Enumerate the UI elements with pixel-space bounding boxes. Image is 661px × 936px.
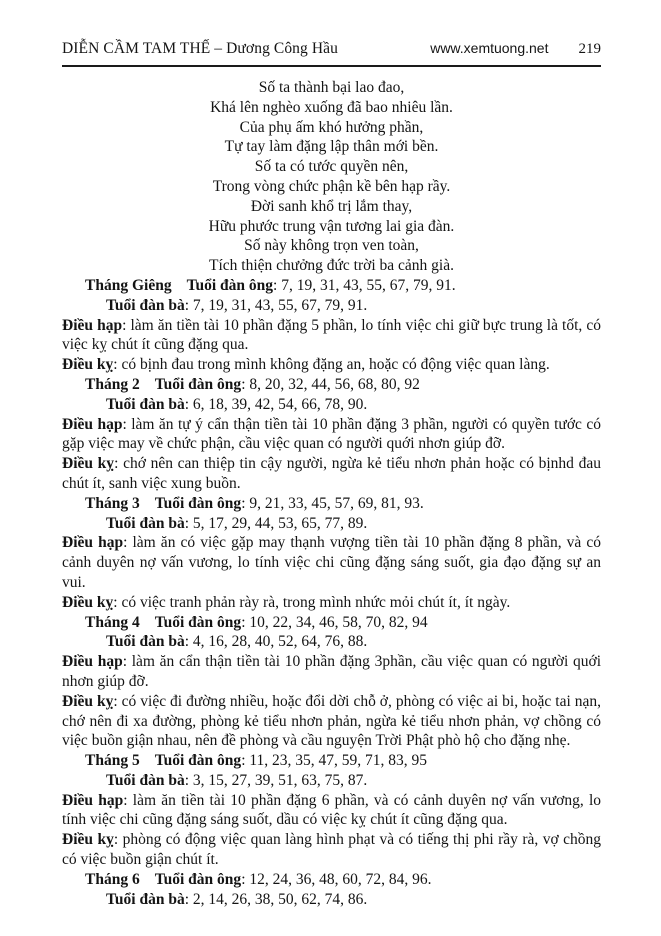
month-name: Tháng 6 [85,870,140,888]
women-ages: 6, 18, 39, 42, 54, 66, 78, 90. [192,395,368,413]
hap-text: làm ăn tự ý cẩn thận tiền tài 10 phần đặng 3 phần, người có quyền tước có gặp việc may về chức phận, cầu việc quan có người quới nhơn giúp đỡ. [62,415,601,453]
hap-label: Điều hạp [62,791,124,809]
women-label: Tuổi đàn bà [106,771,185,789]
women-ages: 4, 16, 28, 40, 52, 64, 76, 88. [192,633,368,651]
month-section-2 [62,375,601,494]
month-header-row [62,375,601,395]
women-label: Tuổi đàn bà [106,514,185,532]
women-ages: 7, 19, 31, 43, 55, 67, 79, 91. [192,296,368,314]
women-label: Tuổi đàn bà [106,890,185,908]
hap-label: Điều hạp [62,316,123,334]
ky-paragraph [62,355,601,375]
website-text: www.xemtuong.net [430,40,549,56]
ky-label: Điều kỵ [62,593,114,611]
women-label: Tuổi đàn bà [106,633,185,651]
hap-paragraph [62,533,601,592]
poem-line: Trong vòng chức phận kề bên hạp rầy. [212,177,451,195]
page-number: 219 [578,41,601,57]
women-ages-row [62,395,601,415]
poem-line: Khá lên nghèo xuống đã bao nhiêu lần. [210,98,453,116]
label-colon: : [184,771,190,789]
men-ages: 9, 21, 33, 45, 57, 69, 81, 93. [249,494,424,512]
month-header-row [62,276,601,296]
month-header-row [62,613,601,633]
label-colon: : [123,534,128,552]
ky-paragraph [62,593,601,613]
men-ages: 10, 22, 34, 46, 58, 70, 82, 94 [249,613,428,631]
label-colon: : [184,514,190,532]
label-colon: : [113,831,119,849]
hap-paragraph [62,415,601,455]
poem-line: Số ta có tước quyền nên, [254,158,409,176]
label-colon: : [113,593,118,611]
poem [62,78,601,276]
poem-line: Số này không trọn ven toàn, [244,237,419,255]
label-colon: : [184,633,190,651]
label-colon: : [122,653,128,671]
men-label: Tuổi đàn ông [154,375,242,393]
hap-paragraph [62,791,601,831]
label-colon: : [241,494,246,512]
label-colon: : [184,296,190,314]
poem-line: Đời sanh khổ trị lắm thay, [250,197,413,215]
ky-label: Điều kỵ [62,692,114,710]
men-ages: 7, 19, 31, 43, 55, 67, 79, 91. [281,276,456,294]
month-header-row [62,751,601,771]
label-colon: : [122,415,127,433]
men-label: Tuổi đàn ông [154,752,242,770]
hap-paragraph [62,316,601,356]
poem-line: Tự tay làm đặng lập thân mới bền. [224,138,439,156]
month-section-5 [62,751,601,870]
men-ages: 8, 20, 32, 44, 56, 68, 80, 92 [249,375,420,393]
men-label: Tuổi đàn ông [154,494,242,512]
label-colon: : [241,870,246,888]
women-label: Tuổi đàn bà [106,296,185,314]
women-ages-row [62,771,601,791]
label-colon: : [184,395,190,413]
ky-text: có việc tranh phản rày rà, trong mình nhức mỏi chút ít, ít ngày. [121,593,511,611]
label-colon: : [123,791,128,809]
month-section-gieng [62,276,601,375]
men-label: Tuổi đàn ông [154,613,242,631]
month-name: Tháng Giêng [85,276,172,294]
ky-text: phòng có động việc quan làng hình phạt và có tiếng thị phi rầy rà, vợ chồng có việc buồn giận chút ít. [62,831,601,869]
women-ages: 5, 17, 29, 44, 53, 65, 77, 89. [192,514,368,532]
month-section-3 [62,494,601,613]
month-header-row [62,870,601,890]
hap-text: làm ăn cẩn thận tiền tài 10 phần đặng 3phần, cầu việc quan có người quới nhơn giúp đỡ. [62,653,602,690]
month-section-6 [62,870,601,910]
label-colon: : [241,613,246,631]
label-colon: : [241,752,246,770]
men-label: Tuổi đàn ông [186,276,274,294]
ky-text: có việc đi đường nhiều, hoặc đổi dời chỗ ở, phòng có việc ai bi, hoặc tai nạn, chớ nên đi xa đường, phòng kẻ tiểu nhơn phản, ngừa kẻ tiểu nhơn phản, vợ chồng có việc buồn giận nhau, nên đề phòng và cầu nguyện Trời Phật phò hộ cho đặng nhẹ. [62,692,602,750]
label-colon: : [113,692,118,710]
women-ages: 3, 15, 27, 39, 51, 63, 75, 87. [192,771,368,789]
women-ages: 2, 14, 26, 38, 50, 62, 74, 86. [192,890,368,908]
label-colon: : [113,356,118,374]
label-colon: : [114,455,119,473]
label-colon: : [273,276,278,294]
poem-line: Số ta thành bại lao đao, [258,79,405,96]
month-name: Tháng 5 [85,752,140,770]
ky-text: có bịnh đau trong mình không đặng an, hoặc có động việc quan làng. [121,356,550,374]
women-ages-row [62,514,601,534]
poem-line: Hữu phước trung vận tương lai gia đàn. [208,217,455,235]
label-colon: : [184,890,190,908]
hap-paragraph [62,652,601,692]
women-label: Tuổi đàn bà [106,395,185,413]
ky-label: Điều kỵ [62,831,114,849]
month-name: Tháng 3 [85,494,140,512]
hap-label: Điều hạp [62,534,124,552]
men-ages: 11, 23, 35, 47, 59, 71, 83, 95 [249,752,428,770]
month-header-row [62,494,601,514]
women-ages-row [62,632,601,652]
hap-text: làm ăn tiền tài 10 phần đặng 6 phần, và có cảnh duyên nợ vấn vương, lo tính việc chi cũng đặng sáng suốt, dầu có việc kỵ chút ít cũng đặng qua. [62,791,602,829]
label-colon: : [241,375,246,393]
ky-text: chớ nên can thiệp tin cậy người, ngừa kẻ tiểu nhơn phản hoặc có bịnhd đau chút ít, sanh việc xung buồn. [62,455,601,492]
month-sections [62,276,601,910]
ky-paragraph [62,692,601,751]
hap-text: làm ăn tiền tài 10 phần đặng 5 phần, lo tính việc chi giữ bực trung là tốt, có việc kỵ chút ít cũng đặng qua. [62,316,601,354]
month-name: Tháng 2 [85,375,140,393]
women-ages-row [62,296,601,316]
month-name: Tháng 4 [85,613,140,631]
ky-paragraph [62,454,601,494]
men-label: Tuổi đàn ông [154,870,242,888]
ky-paragraph [62,830,601,870]
ky-label: Điều kỵ [62,455,115,473]
page-header [62,40,601,67]
poem-line: Tích thiện chưởng đức trời ba cảnh già. [209,257,454,275]
hap-text: làm ăn có việc gặp may thạnh vượng tiền tài 10 phần đặng 8 phần, và có cảnh duyên nợ vấn vương, lo tính việc chi cũng đặng sáng suốt, gia đạo đặng sự an vui. [62,534,601,591]
hap-label: Điều hạp [62,653,123,671]
poem-line: Của phụ ấm khó hưởng phần, [239,118,424,136]
label-colon: : [122,316,127,334]
ky-label: Điều kỵ [62,356,114,374]
book-title: DIỄN CẦM TAM THẾ – Dương Công Hầu [62,40,338,57]
men-ages: 12, 24, 36, 48, 60, 72, 84, 96. [249,870,432,888]
women-ages-row [62,890,601,910]
hap-label: Điều hạp [62,415,123,433]
month-section-4 [62,613,601,752]
